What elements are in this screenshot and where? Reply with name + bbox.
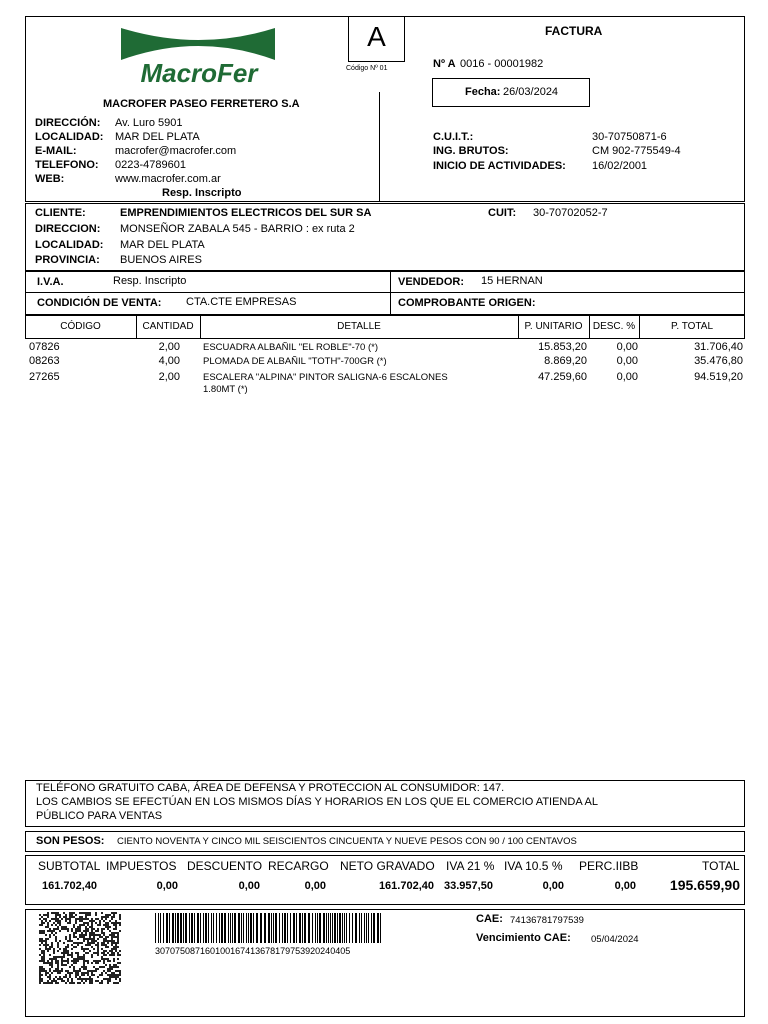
col-header-codigo: CÓDIGO bbox=[60, 321, 101, 332]
emitter-inicio-label: INICIO DE ACTIVIDADES: bbox=[433, 160, 566, 172]
total-label: TOTAL bbox=[702, 859, 740, 873]
perc-label: PERC.IIBB bbox=[579, 859, 639, 873]
cae-venc-label: Vencimiento CAE: bbox=[476, 932, 571, 944]
emitter-web: www.macrofer.com.ar bbox=[115, 173, 221, 185]
row-total: 31.706,40 bbox=[694, 341, 743, 353]
iva21-label: IVA 21 % bbox=[446, 859, 495, 873]
emitter-localidad: MAR DEL PLATA bbox=[115, 131, 200, 143]
row-codigo: 08263 bbox=[29, 355, 60, 367]
emitter-ingbrutos-label: ING. BRUTOS: bbox=[433, 145, 509, 157]
row-unitario: 8.869,20 bbox=[544, 355, 587, 367]
iva-label: I.V.A. bbox=[37, 276, 64, 288]
terms-divider-1 bbox=[390, 271, 391, 293]
neto-label: NETO GRAVADO bbox=[340, 859, 435, 873]
col-header-cantidad: CANTIDAD bbox=[142, 321, 194, 332]
iva21-value: 33.957,50 bbox=[444, 880, 493, 892]
emitter-web-label: WEB: bbox=[35, 173, 65, 185]
header-divider bbox=[379, 92, 380, 202]
col-header-total: P. TOTAL bbox=[670, 321, 714, 332]
date-label: Fecha: bbox=[465, 86, 501, 98]
emitter-telefono-label: TELEFONO: bbox=[35, 159, 99, 171]
barcode bbox=[155, 913, 381, 943]
cae-value: 74136781797539 bbox=[510, 915, 584, 926]
iva105-label: IVA 10.5 % bbox=[504, 859, 563, 873]
client-name: EMPRENDIMIENTOS ELECTRICOS DEL SUR SA bbox=[120, 207, 372, 219]
cae-venc-value: 05/04/2024 bbox=[591, 934, 639, 945]
emitter-inicio: 16/02/2001 bbox=[592, 160, 648, 172]
terms-divider-2 bbox=[390, 292, 391, 315]
notice-line-1: TELÉFONO GRATUITO CABA, ÁREA DE DEFENSA Y PROTECCION AL CONSUMIDOR: 147. bbox=[36, 782, 505, 794]
client-provincia-label: PROVINCIA: bbox=[35, 254, 100, 266]
row-cantidad: 2,00 bbox=[158, 371, 180, 383]
client-cuit: 30-70702052-7 bbox=[533, 207, 608, 219]
col-header-unitario: P. UNITARIO bbox=[524, 321, 583, 332]
notice-line-3: PÚBLICO PARA VENTAS bbox=[36, 810, 163, 822]
company-name: MACROFER PASEO FERRETERO S.A bbox=[103, 98, 300, 110]
client-localidad: MAR DEL PLATA bbox=[120, 239, 205, 251]
descuento-label: DESCUENTO bbox=[187, 859, 263, 873]
emitter-email: macrofer@macrofer.com bbox=[115, 145, 237, 157]
client-direccion: MONSEÑOR ZABALA 545 - BARRIO : ex ruta 2 bbox=[120, 223, 355, 235]
row-codigo: 27265 bbox=[29, 371, 60, 383]
son-pesos-label: SON PESOS: bbox=[36, 835, 105, 847]
emitter-email-label: E-MAIL: bbox=[35, 145, 77, 157]
row-total: 94.519,20 bbox=[694, 371, 743, 383]
client-provincia: BUENOS AIRES bbox=[120, 254, 202, 266]
row-unitario: 15.853,20 bbox=[538, 341, 587, 353]
emitter-telefono: 0223-4789601 bbox=[115, 159, 186, 171]
emitter-ingbrutos: CM 902-775549-4 bbox=[592, 145, 681, 157]
row-desc: 0,00 bbox=[616, 371, 638, 383]
emitter-direccion: Av. Luro 5901 bbox=[115, 117, 183, 129]
neto-value: 161.702,40 bbox=[378, 880, 434, 892]
vendedor-value: 15 HERNAN bbox=[481, 275, 543, 287]
total-value: 195.659,90 bbox=[669, 877, 740, 893]
descuento-value: 0,00 bbox=[238, 880, 260, 892]
client-direccion-label: DIRECCION: bbox=[35, 223, 101, 235]
condicion-value: CTA.CTE EMPRESAS bbox=[186, 296, 297, 308]
row-detalle: ESCUADRA ALBAÑIL "EL ROBLE"-70 (*) bbox=[203, 342, 378, 353]
row-codigo: 07826 bbox=[29, 341, 60, 353]
row-detalle: PLOMADA DE ALBAÑIL "TOTH"-700GR (*) bbox=[203, 356, 387, 367]
row-cantidad: 2,00 bbox=[158, 341, 180, 353]
iva-condition: Resp. Inscripto bbox=[162, 187, 242, 199]
comprobante-label: COMPROBANTE ORIGEN: bbox=[398, 297, 536, 309]
emitter-localidad-label: LOCALIDAD: bbox=[35, 131, 104, 143]
vendedor-label: VENDEDOR: bbox=[398, 276, 465, 288]
row-unitario: 47.259,60 bbox=[538, 371, 587, 383]
row-cantidad: 4,00 bbox=[158, 355, 180, 367]
iva105-value: 0,00 bbox=[542, 880, 564, 892]
invoice-number-label: Nº A bbox=[433, 58, 456, 70]
brand-logo bbox=[99, 24, 299, 90]
subtotal-label: SUBTOTAL bbox=[38, 859, 101, 873]
row-total: 35.476,80 bbox=[694, 355, 743, 367]
perc-value: 0,00 bbox=[614, 880, 636, 892]
brand-logo-text: MacroFer bbox=[140, 58, 258, 88]
row-detalle: ESCALERA "ALPINA" PINTOR SALIGNA-6 ESCALONES bbox=[203, 372, 448, 383]
recargo-label: RECARGO bbox=[268, 859, 329, 873]
client-cuit-label: CUIT: bbox=[488, 207, 517, 219]
emitter-cuit: 30-70750871-6 bbox=[592, 131, 667, 143]
notice-line-2: LOS CAMBIOS SE EFECTÚAN EN LOS MISMOS DÍAS Y HORARIOS EN LOS QUE EL COMERCIO ATIENDA AL bbox=[36, 796, 598, 808]
client-name-label: CLIENTE: bbox=[35, 207, 86, 219]
client-localidad-label: LOCALIDAD: bbox=[35, 239, 104, 251]
invoice-number: 0016 - 00001982 bbox=[460, 58, 544, 70]
qr-code bbox=[39, 912, 121, 984]
emitter-direccion-label: DIRECCIÓN: bbox=[35, 117, 101, 129]
doc-type: FACTURA bbox=[545, 24, 603, 38]
recargo-value: 0,00 bbox=[304, 880, 326, 892]
row-desc: 0,00 bbox=[616, 355, 638, 367]
impuestos-label: IMPUESTOS bbox=[106, 859, 177, 873]
barcode-number: 30707508716010016741367817975392024040​5 bbox=[155, 946, 351, 956]
cae-box bbox=[25, 909, 745, 1017]
invoice-letter: A bbox=[367, 21, 386, 52]
row-detalle-cont: 1.80MT (*) bbox=[203, 384, 248, 395]
date-value: 26/03/2024 bbox=[503, 86, 559, 98]
iva-value: Resp. Inscripto bbox=[113, 275, 187, 287]
row-desc: 0,00 bbox=[616, 341, 638, 353]
son-pesos-value: CIENTO NOVENTA Y CINCO MIL SEISCIENTOS CINCUENTA Y NUEVE PESOS CON 90 / 100 CENTAVOS bbox=[117, 836, 577, 847]
codigo-label: Código Nº 01 bbox=[346, 65, 388, 72]
emitter-cuit-label: C.U.I.T.: bbox=[433, 131, 474, 143]
subtotal-value: 161.702,40 bbox=[42, 880, 98, 892]
col-header-detalle: DETALLE bbox=[337, 321, 381, 332]
impuestos-value: 0,00 bbox=[156, 880, 178, 892]
condicion-label: CONDICIÓN DE VENTA: bbox=[37, 297, 162, 309]
cae-label: CAE: bbox=[476, 913, 503, 925]
col-header-desc: DESC. % bbox=[592, 321, 636, 332]
